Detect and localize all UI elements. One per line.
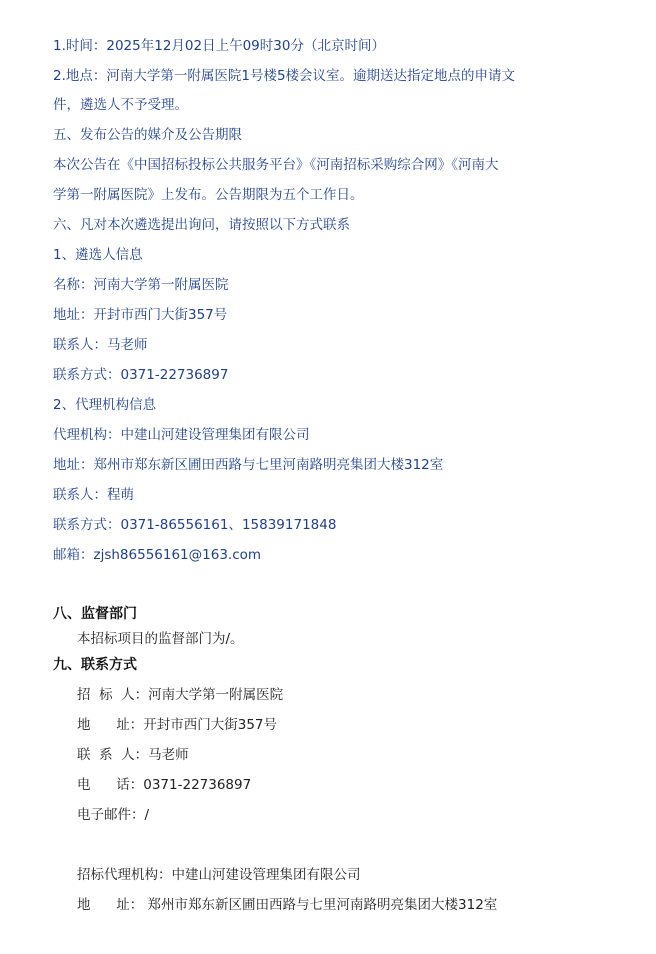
selector-info-heading: 1、遴选人信息 [53, 247, 143, 263]
contact-row-person [77, 746, 189, 764]
agency-address: 地址：郑州市郑东新区圃田西路与七里河南路明亮集团大楼312室 [53, 457, 444, 473]
contact-row-agency-address [77, 896, 497, 914]
selector-contact: 联系人：马老师 [53, 337, 148, 353]
section8-heading: 八、监督部门 [53, 606, 137, 622]
agency-name: 代理机构：中建山河建设管理集团有限公司 [53, 427, 310, 443]
contact-key: 招 标 人： [77, 687, 149, 703]
contact-row-email [77, 806, 149, 824]
contact-value: 河南大学第一附属医院 [148, 687, 284, 703]
contact-value: 马老师 [148, 747, 189, 763]
time-line: 1.时间：2025年12月02日上午09时30分（北京时间） [53, 38, 385, 54]
announcement-line: 本次公告在《中国招标投标公共服务平台》《河南招标采购综合网》《河南大 [53, 157, 499, 173]
section6-heading: 六、凡对本次遴选提出询问，请按照以下方式联系 [53, 217, 350, 233]
section5-heading: 五、发布公告的媒介及公告期限 [53, 127, 242, 143]
agency-contact: 联系人：程萌 [53, 487, 134, 503]
contact-key: 招标代理机构： [77, 867, 172, 883]
contact-key: 电子邮件： [77, 807, 145, 823]
selector-phone: 联系方式：0371-22736897 [53, 367, 229, 383]
contact-key: 联 系 人： [77, 747, 149, 763]
contact-key: 电 话： [77, 777, 144, 793]
contact-key: 地 址： [77, 717, 144, 733]
contact-value: / [144, 807, 150, 823]
contact-value: 郑州市郑东新区圃田西路与七里河南路明亮集团大楼312室 [143, 897, 498, 913]
selector-name: 名称：河南大学第一附属医院 [53, 277, 229, 293]
contact-row-phone [77, 776, 251, 794]
contact-value: 开封市西门大街357号 [143, 717, 278, 733]
agency-email: 邮箱：zjsh86556161@163.com [53, 547, 262, 563]
contact-value: 0371-22736897 [143, 777, 252, 793]
contact-row-tenderer [77, 686, 283, 704]
agency-info-heading: 2、代理机构信息 [53, 397, 157, 413]
selector-address: 地址：开封市西门大街357号 [53, 307, 228, 323]
location-line: 2.地点：河南大学第一附属医院1号楼5楼会议室。逾期送达指定地点的申请文 [53, 68, 516, 84]
contact-key: 地 址： [77, 897, 144, 913]
section9-heading: 九、联系方式 [53, 657, 137, 673]
section8-text: 本招标项目的监督部门为/。 [77, 631, 244, 647]
contact-row-address [77, 716, 277, 734]
announcement-line-cont: 学第一附属医院》上发布。公告期限为五个工作日。 [53, 187, 364, 203]
contact-value: 中建山河建设管理集团有限公司 [171, 867, 361, 883]
contact-row-agency [77, 866, 361, 884]
agency-phone: 联系方式：0371-86556161、15839171848 [53, 517, 337, 533]
location-line-cont: 件，遴选人不予受理。 [53, 97, 188, 113]
